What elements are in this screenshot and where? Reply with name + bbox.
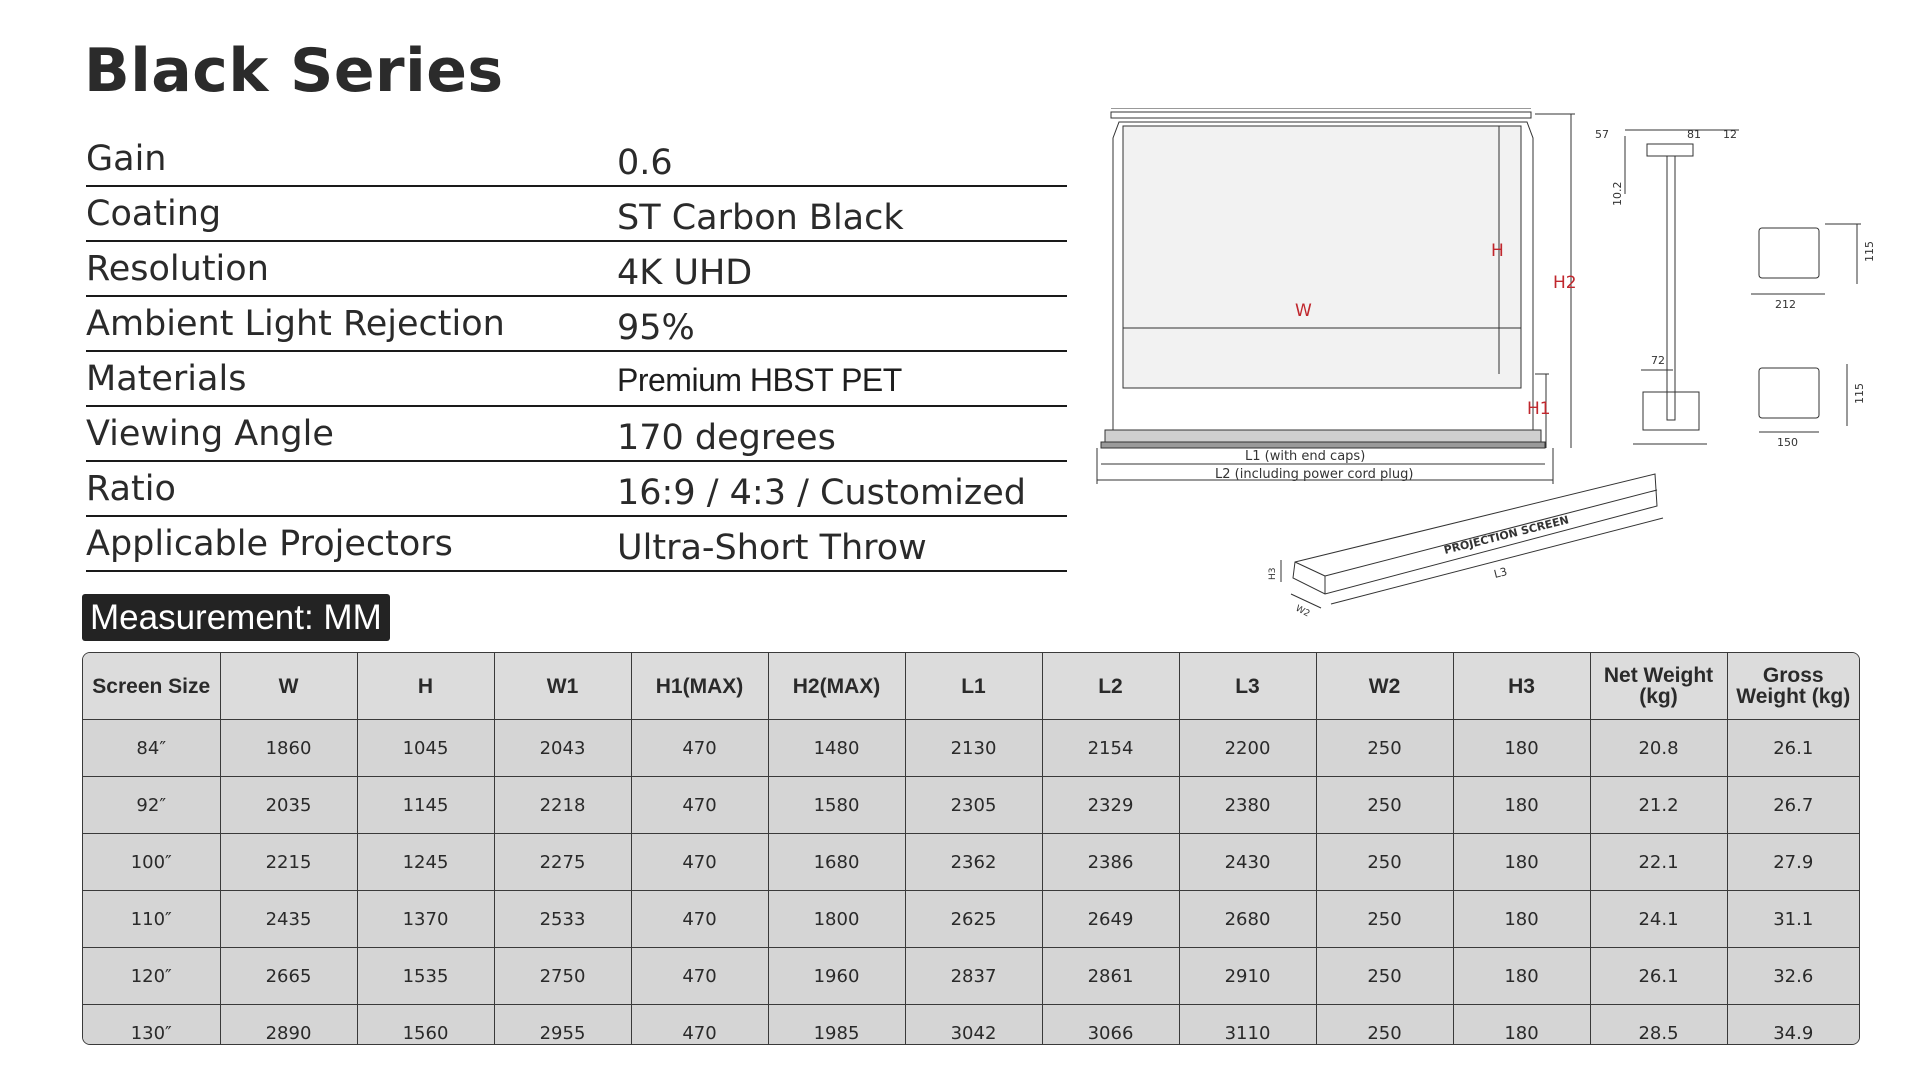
table-cell: 250 [1316,777,1453,834]
table-cell: 3042 [905,1005,1042,1046]
table-cell: 2386 [1042,834,1179,891]
spec-value: Premium HBST PET [617,362,902,398]
spec-value: 16:9 / 4:3 / Customized [617,473,1026,513]
column-header: Screen Size [83,653,220,720]
table-row [83,777,1859,834]
spec-label: Coating [86,194,222,234]
table-cell: 470 [631,948,768,1005]
spec-row-ambient-light-rejection [86,297,1067,352]
label-box1-115: 115 [1863,241,1876,262]
table-cell: 180 [1453,777,1590,834]
table-cell: 470 [631,1005,768,1046]
spec-row-resolution [86,242,1067,297]
table-cell: 250 [1316,891,1453,948]
table-cell: 1860 [220,720,357,777]
table-cell: 1370 [357,891,494,948]
end-cap-box-1 [1759,228,1819,278]
table-cell: 2430 [1179,834,1316,891]
label-box1-212: 212 [1775,298,1796,311]
column-header: L2 [1042,653,1179,720]
label-box2-115: 115 [1853,383,1866,404]
spec-value: 95% [617,308,695,348]
dimension-diagram [1095,108,1885,628]
table-cell: 1985 [768,1005,905,1046]
table-cell: 92″ [83,777,220,834]
label-72: 72 [1651,354,1665,367]
table-cell: 2035 [220,777,357,834]
measurement-badge: Measurement: MM [82,594,390,641]
table-cell: 1960 [768,948,905,1005]
table-cell: 28.5 [1590,1005,1727,1046]
label-h3: H3 [1268,567,1278,580]
table-cell: 130″ [83,1005,220,1046]
table-cell: 110″ [83,891,220,948]
table-cell: 1535 [357,948,494,1005]
table-cell: 2200 [1179,720,1316,777]
table-cell: 180 [1453,948,1590,1005]
table-header-row [83,653,1859,720]
table-cell: 1580 [768,777,905,834]
table-cell: 2649 [1042,891,1179,948]
table-cell: 180 [1453,720,1590,777]
table-row [83,720,1859,777]
table-cell: 22.1 [1590,834,1727,891]
table-cell: 180 [1453,891,1590,948]
table-row [83,1005,1859,1046]
table-cell: 32.6 [1727,948,1859,1005]
table-cell: 3110 [1179,1005,1316,1046]
table-cell: 2890 [220,1005,357,1046]
table-cell: 180 [1453,834,1590,891]
table-cell: 2435 [220,891,357,948]
label-l2: L2 (including power cord plug) [1215,467,1414,482]
table-cell: 250 [1316,948,1453,1005]
column-header: H [357,653,494,720]
table-cell: 2130 [905,720,1042,777]
w2-dimension-line [1291,594,1321,608]
label-w2: W2 [1293,603,1312,620]
table-cell: 2380 [1179,777,1316,834]
table-cell: 26.7 [1727,777,1859,834]
table-cell: 26.1 [1727,720,1859,777]
label-l3: L3 [1492,565,1509,581]
table-body [83,720,1859,1046]
packing-box-edge-1 [1295,562,1325,576]
label-l1: L1 (with end caps) [1245,449,1366,464]
table-cell: 470 [631,720,768,777]
label-81: 81 [1687,128,1701,141]
label-h: H [1491,241,1504,261]
side-top-cap [1647,144,1693,156]
spec-label: Viewing Angle [86,414,334,454]
label-projection-screen: PROJECTION SCREEN [1442,513,1571,557]
table-cell: 2750 [494,948,631,1005]
table-cell: 34.9 [1727,1005,1859,1046]
spec-row-applicable-projectors [86,517,1067,572]
table-row [83,891,1859,948]
column-header: Gross Weight (kg) [1727,653,1859,720]
table-cell: 1560 [357,1005,494,1046]
table-cell: 2533 [494,891,631,948]
table-cell: 1480 [768,720,905,777]
spec-value: ST Carbon Black [617,198,904,238]
table-cell: 2305 [905,777,1042,834]
side-post [1667,156,1675,420]
table-cell: 2665 [220,948,357,1005]
table-cell: 470 [631,891,768,948]
page-title: Black Series [84,36,504,106]
column-header: H1(MAX) [631,653,768,720]
table-cell: 2955 [494,1005,631,1046]
table-cell: 470 [631,777,768,834]
label-w: W [1295,301,1312,321]
column-header: W2 [1316,653,1453,720]
table-cell: 26.1 [1590,948,1727,1005]
table-cell: 2837 [905,948,1042,1005]
end-cap-box-2 [1759,368,1819,418]
table-cell: 3066 [1042,1005,1179,1046]
spec-row-gain [86,132,1067,187]
table-cell: 1045 [357,720,494,777]
table-cell: 27.9 [1727,834,1859,891]
column-header: W [220,653,357,720]
spec-label: Ratio [86,469,176,509]
label-10-2: 10.2 [1611,181,1624,206]
table-cell: 180 [1453,1005,1590,1046]
label-12: 12 [1723,128,1737,141]
spec-list [86,132,1067,572]
table-cell: 1680 [768,834,905,891]
label-box2-150: 150 [1777,436,1798,449]
screen-surface [1123,126,1521,388]
base-bar [1101,442,1545,448]
table-cell: 2680 [1179,891,1316,948]
table-cell: 1245 [357,834,494,891]
table-cell: 250 [1316,1005,1453,1046]
table-cell: 24.1 [1590,891,1727,948]
table-cell: 21.2 [1590,777,1727,834]
column-header: Net Weight (kg) [1590,653,1727,720]
column-header: L1 [905,653,1042,720]
spec-value: 170 degrees [617,418,836,458]
spec-label: Resolution [86,249,269,289]
spec-value: 4K UHD [617,253,753,293]
table-cell: 2861 [1042,948,1179,1005]
table-cell: 2043 [494,720,631,777]
size-table [82,652,1860,1045]
spec-label: Materials [86,359,247,399]
table-cell: 2625 [905,891,1042,948]
table-cell: 2215 [220,834,357,891]
table-cell: 2329 [1042,777,1179,834]
spec-row-materials [86,352,1067,407]
table-cell: 100″ [83,834,220,891]
table-cell: 1800 [768,891,905,948]
column-header: L3 [1179,653,1316,720]
table-row [83,948,1859,1005]
table-cell: 1145 [357,777,494,834]
label-h1: H1 [1527,399,1551,419]
table-cell: 120″ [83,948,220,1005]
table-cell: 250 [1316,834,1453,891]
spec-row-coating [86,187,1067,242]
side-base [1643,392,1699,430]
spec-row-viewing-angle [86,407,1067,462]
spec-label: Ambient Light Rejection [86,304,505,344]
table-cell: 2154 [1042,720,1179,777]
table-cell: 2275 [494,834,631,891]
spec-value: Ultra-Short Throw [617,528,927,568]
table-cell: 31.1 [1727,891,1859,948]
table-cell: 20.8 [1590,720,1727,777]
column-header: H3 [1453,653,1590,720]
top-housing [1111,112,1531,118]
spec-label: Applicable Projectors [86,524,453,564]
spec-row-ratio [86,462,1067,517]
table-cell: 2910 [1179,948,1316,1005]
column-header: W1 [494,653,631,720]
table-cell: 250 [1316,720,1453,777]
label-57: 57 [1595,128,1609,141]
table-cell: 470 [631,834,768,891]
table-cell: 2218 [494,777,631,834]
spec-label: Gain [86,139,167,179]
label-h2: H2 [1553,273,1577,293]
table-cell: 84″ [83,720,220,777]
table-row [83,834,1859,891]
column-header: H2(MAX) [768,653,905,720]
table-cell: 2362 [905,834,1042,891]
spec-value: 0.6 [617,143,673,183]
